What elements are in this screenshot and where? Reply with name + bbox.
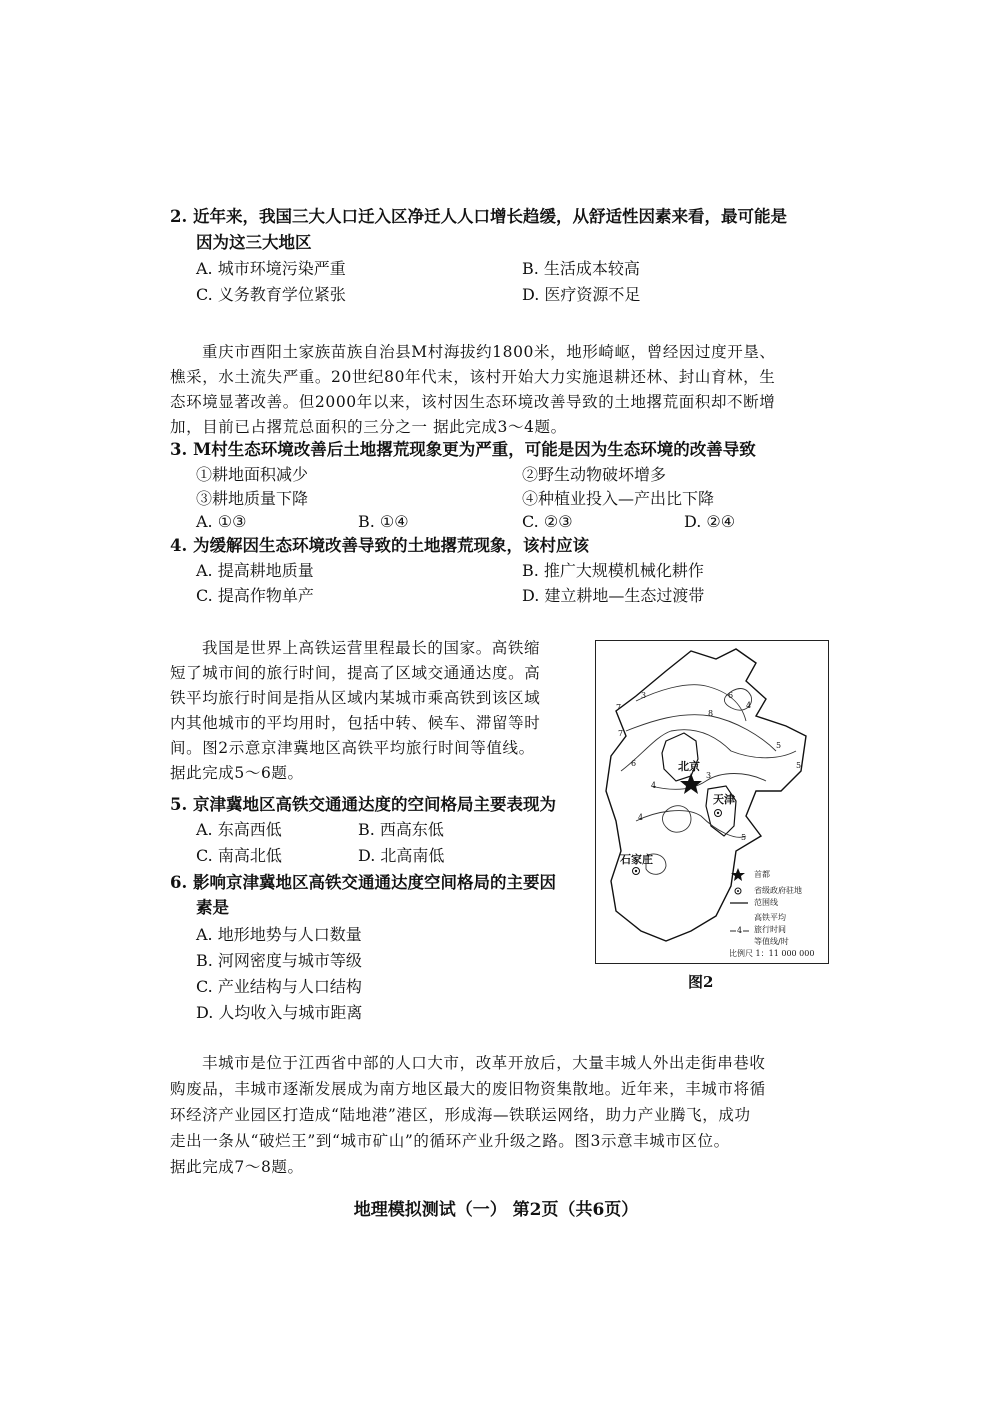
jingjinji-map <box>595 640 829 964</box>
q5-option-d: D. 北高南低 <box>358 846 445 865</box>
contour-label: 4 <box>638 813 644 822</box>
legend-isoline-mark: 4 <box>737 926 743 935</box>
contour-label: 3 <box>641 691 647 700</box>
isoline <box>626 715 776 751</box>
passage2-line6: 据此完成5～6题。 <box>170 764 304 782</box>
q3-item-4: ④种植业投入—产出比下降 <box>522 489 715 508</box>
q2-option-b: B. 生活成本较高 <box>522 259 640 278</box>
legend-provincial-capital: 省级政府驻地 <box>754 886 802 895</box>
q6-option-d: D. 人均收入与城市距离 <box>196 1003 363 1022</box>
shijiazhuang-label: 石家庄 <box>620 853 653 866</box>
isoline <box>662 806 691 832</box>
legend-isoline-line1: 高铁平均 <box>754 913 786 922</box>
tianjin-label: 天津 <box>713 793 735 806</box>
q4-option-c: C. 提高作物单产 <box>196 586 314 605</box>
q3-option-b: B. ①④ <box>358 512 409 531</box>
q5-stem: 5. 京津冀地区高铁交通通达度的空间格局主要表现为 <box>170 795 556 814</box>
q6-option-a: A. 地形地势与人口数量 <box>196 925 362 944</box>
q3-item-2: ②野生动物破坏增多 <box>522 465 667 484</box>
legend-capital: 首都 <box>754 870 770 879</box>
contour-label: 3 <box>706 771 712 780</box>
passage3-line2: 购废品，丰城市逐渐发展成为南方地区最大的废旧物资集散地。近年来，丰城市将循 <box>170 1080 766 1098</box>
contour-label: 5 <box>741 833 747 842</box>
contour-label: 5 <box>776 741 782 750</box>
capital-star-icon <box>680 773 702 794</box>
q4-option-d: D. 建立耕地—生态过渡带 <box>522 586 705 605</box>
isoline <box>636 811 746 838</box>
q4-stem: 4. 为缓解因生态环境改善导致的土地撂荒现象，该村应该 <box>170 536 589 555</box>
q2-stem-line1: 2. 近年来，我国三大人口迁入区净迁人人口增长趋缓，从舒适性因素来看，最可能是 <box>170 207 787 226</box>
contour-label: 7 <box>616 703 622 712</box>
q6-option-c: C. 产业结构与人口结构 <box>196 977 362 996</box>
contour-label: 4 <box>746 701 752 710</box>
passage3-line5: 据此完成7～8题。 <box>170 1158 304 1176</box>
passage2-line4: 内其他城市的平均用时，包括中转、候车、滞留等时 <box>170 714 541 732</box>
map-drawing <box>596 641 828 963</box>
q3-option-d: D. ②④ <box>684 512 736 531</box>
passage2-line1: 我国是世界上高铁运营里程最长的国家。高铁缩 <box>202 639 541 657</box>
passage1-line2: 樵采，水土流失严重。20世纪80年代末，该村开始大力实施退耕还林、封山育林，生 <box>170 368 776 386</box>
q6-option-b: B. 河网密度与城市等级 <box>196 951 362 970</box>
q5-option-c: C. 南高北低 <box>196 846 282 865</box>
passage1-line3: 态环境显著改善。但2000年以来，该村因生态环境改善导致的土地撂荒面积却不断增 <box>170 393 776 411</box>
legend-isoline-line2: 旅行时间 <box>754 925 786 934</box>
passage2-line3: 铁平均旅行时间是指从区域内某城市乘高铁到该区域 <box>170 689 541 707</box>
passage3-line1: 丰城市是位于江西省中部的人口大市，改革开放后，大量丰城人外出走街串巷收 <box>202 1054 766 1072</box>
passage2-line2: 短了城市间的旅行时间，提高了区域交通通达度。高 <box>170 664 541 682</box>
passage3-line3: 环经济产业园区打造成“陆地港”港区，形成海—铁联运网络，助力产业腾飞，成功 <box>170 1106 751 1124</box>
isoline <box>621 730 796 771</box>
q6-stem-line2: 素是 <box>196 898 229 917</box>
contour-label: 6 <box>728 691 734 700</box>
legend-isoline-line3: 等值线/时 <box>754 937 789 946</box>
q2-stem-line2: 因为这三大地区 <box>196 233 312 252</box>
contour-label: 8 <box>708 709 714 718</box>
contour-label: 4 <box>651 781 657 790</box>
legend-boundary: 范围线 <box>754 898 778 907</box>
figure-caption: 图2 <box>688 973 714 991</box>
q3-item-3: ③耕地质量下降 <box>196 489 309 508</box>
passage2-line5: 间。图2示意京津冀地区高铁平均旅行时间等值线。 <box>170 739 535 757</box>
page-footer: 地理模拟测试（一） 第2页（共6页） <box>353 1200 639 1220</box>
q2-option-c: C. 义务教育学位紧张 <box>196 285 346 304</box>
q2-option-a: A. 城市环境污染严重 <box>196 259 346 278</box>
q5-option-b: B. 西高东低 <box>358 820 444 839</box>
contour-label: 6 <box>631 759 637 768</box>
q4-option-b: B. 推广大规模机械化耕作 <box>522 561 704 580</box>
q3-item-1: ①耕地面积减少 <box>196 465 309 484</box>
passage1-line1: 重庆市酉阳土家族苗族自治县M村海拔约1800米，地形崎岖，曾经因过度开垦、 <box>202 343 776 361</box>
legend-scale: 比例尺 1：11 000 000 <box>729 949 815 958</box>
beijing-label: 北京 <box>678 760 700 773</box>
q3-stem: 3. M村生态环境改善后土地撂荒现象更为严重，可能是因为生态环境的改善导致 <box>170 440 756 459</box>
q4-option-a: A. 提高耕地质量 <box>196 561 314 580</box>
q3-option-c: C. ②③ <box>522 512 573 531</box>
passage3-line4: 走出一条从“破烂王”到“城市矿山”的循环产业升级之路。图3示意丰城市区位。 <box>170 1132 730 1150</box>
q2-option-d: D. 医疗资源不足 <box>522 285 641 304</box>
passage1-line4: 加，目前已占撂荒总面积的三分之一 据此完成3～4题。 <box>170 418 567 436</box>
q6-stem-line1: 6. 影响京津冀地区高铁交通通达度空间格局的主要因 <box>170 873 556 892</box>
contour-label: 7 <box>618 729 624 738</box>
q3-option-a: A. ①③ <box>196 512 247 531</box>
q5-option-a: A. 东高西低 <box>196 820 282 839</box>
contour-label: 5 <box>796 761 802 770</box>
